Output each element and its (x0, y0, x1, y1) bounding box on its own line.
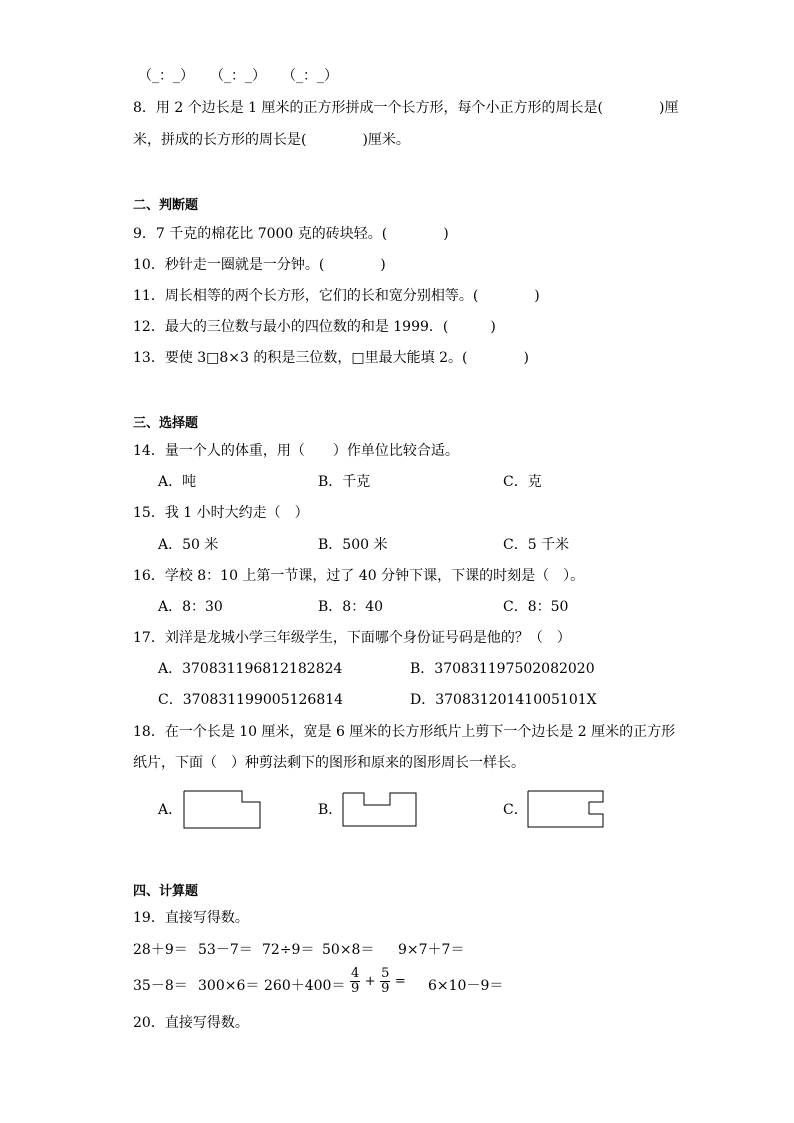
fraction-denominator: 9 (351, 981, 360, 996)
q18-line1: 18．在一个长是 10 厘米，宽是 6 厘米的长方形纸片上剪下一个边长是 2 厘米的正方形 (133, 724, 676, 740)
calc-7: 300×6＝ (198, 978, 260, 994)
q18-option-a: A． (158, 802, 183, 818)
section-judge-heading: 二、判断题 (133, 198, 199, 213)
q16-option-b: B．8：40 (318, 599, 384, 615)
q17-stem: 17．刘洋是龙城小学三年级学生，下面哪个身份证号码是他的？（ ） (133, 630, 571, 646)
q15-stem: 15．我 1 小时大约走（ ） (133, 505, 309, 521)
q16-option-a: A．8：30 (158, 599, 223, 615)
q12: 12．最大的三位数与最小的四位数的和是 1999．( ) (133, 319, 496, 335)
q11: 11．周长相等的两个长方形，它们的长和宽分别相等。( ) (133, 288, 540, 304)
calc-2: 53－7＝ (198, 942, 253, 958)
q10: 10．秒针走一圈就是一分钟。( ) (133, 257, 386, 273)
q13: 13．要使 3□8×3 的积是三位数，□里最大能填 2。( ) (133, 350, 529, 366)
q17-option-b: B．370831197502082020 (410, 661, 595, 677)
section-calc-heading: 四、计算题 (133, 884, 199, 899)
q20-stem: 20．直接写得数。 (133, 1015, 249, 1031)
q15-option-c: C．5 千米 (503, 537, 570, 553)
fraction-denominator: 9 (381, 981, 390, 996)
q14-stem: 14．量一个人的体重，用（ ）作单位比较合适。 (133, 443, 459, 459)
q8-line1: 8．用 2 个边长是 1 厘米的正方形拼成一个长方形，每个小正方形的周长是( )厘 (133, 100, 679, 116)
shape-a-notch-corner (183, 790, 263, 830)
calc-10: 6×10－9＝ (428, 978, 504, 994)
q14-option-c: C．克 (503, 474, 542, 490)
calc-3: 72÷9＝ (262, 942, 315, 958)
fraction-numerator: 4 (351, 966, 360, 981)
q18-option-b: B． (318, 802, 343, 818)
equals-sign: = (394, 974, 406, 989)
q15-option-a: A．50 米 (158, 537, 219, 553)
q14-option-a: A．吨 (158, 474, 197, 490)
calc-fraction-sum (350, 967, 406, 996)
shape-b-notch-top (342, 792, 418, 828)
ratio-blank-2: （_：_） (210, 68, 266, 84)
q17-option-d: D．37083120141005101X (410, 692, 597, 708)
calc-6: 35－8＝ (133, 978, 188, 994)
fraction-numerator: 5 (381, 966, 390, 981)
q17-option-a: A．370831196812182824 (158, 661, 343, 677)
fraction-five-ninths (380, 967, 390, 996)
section-choice-heading: 三、选择题 (133, 416, 199, 431)
shape-c-notch-side (527, 790, 607, 830)
plus-sign: + (364, 974, 376, 989)
ratio-blank-3: （_：_） (282, 68, 338, 84)
q17-option-c: C．370831199005126814 (158, 692, 344, 708)
q8-line2: 米，拼成的长方形的周长是( )厘米。 (133, 132, 410, 148)
q16-stem: 16．学校 8：10 上第一节课，过了 40 分钟下课，下课的时刻是（ ）。 (133, 568, 585, 584)
q19-stem: 19．直接写得数。 (133, 910, 249, 926)
q9: 9．7 千克的棉花比 7000 克的砖块轻。( ) (133, 226, 449, 242)
q18-option-c: C． (503, 802, 528, 818)
ratio-blank-1: （_：_） (138, 68, 194, 84)
calc-5: 9×7＋7＝ (398, 942, 465, 958)
calc-8: 260＋400＝ (264, 978, 346, 994)
q18-line2: 纸片，下面（ ）种剪法剩下的图形和原来的图形周长一样长。 (133, 755, 525, 771)
q16-option-c: C．8：50 (503, 599, 569, 615)
q14-option-b: B．千克 (318, 474, 371, 490)
calc-1: 28＋9＝ (133, 942, 188, 958)
calc-4: 50×8＝ (322, 942, 375, 958)
fraction-four-ninths (350, 967, 360, 996)
q15-option-b: B．500 米 (318, 537, 388, 553)
